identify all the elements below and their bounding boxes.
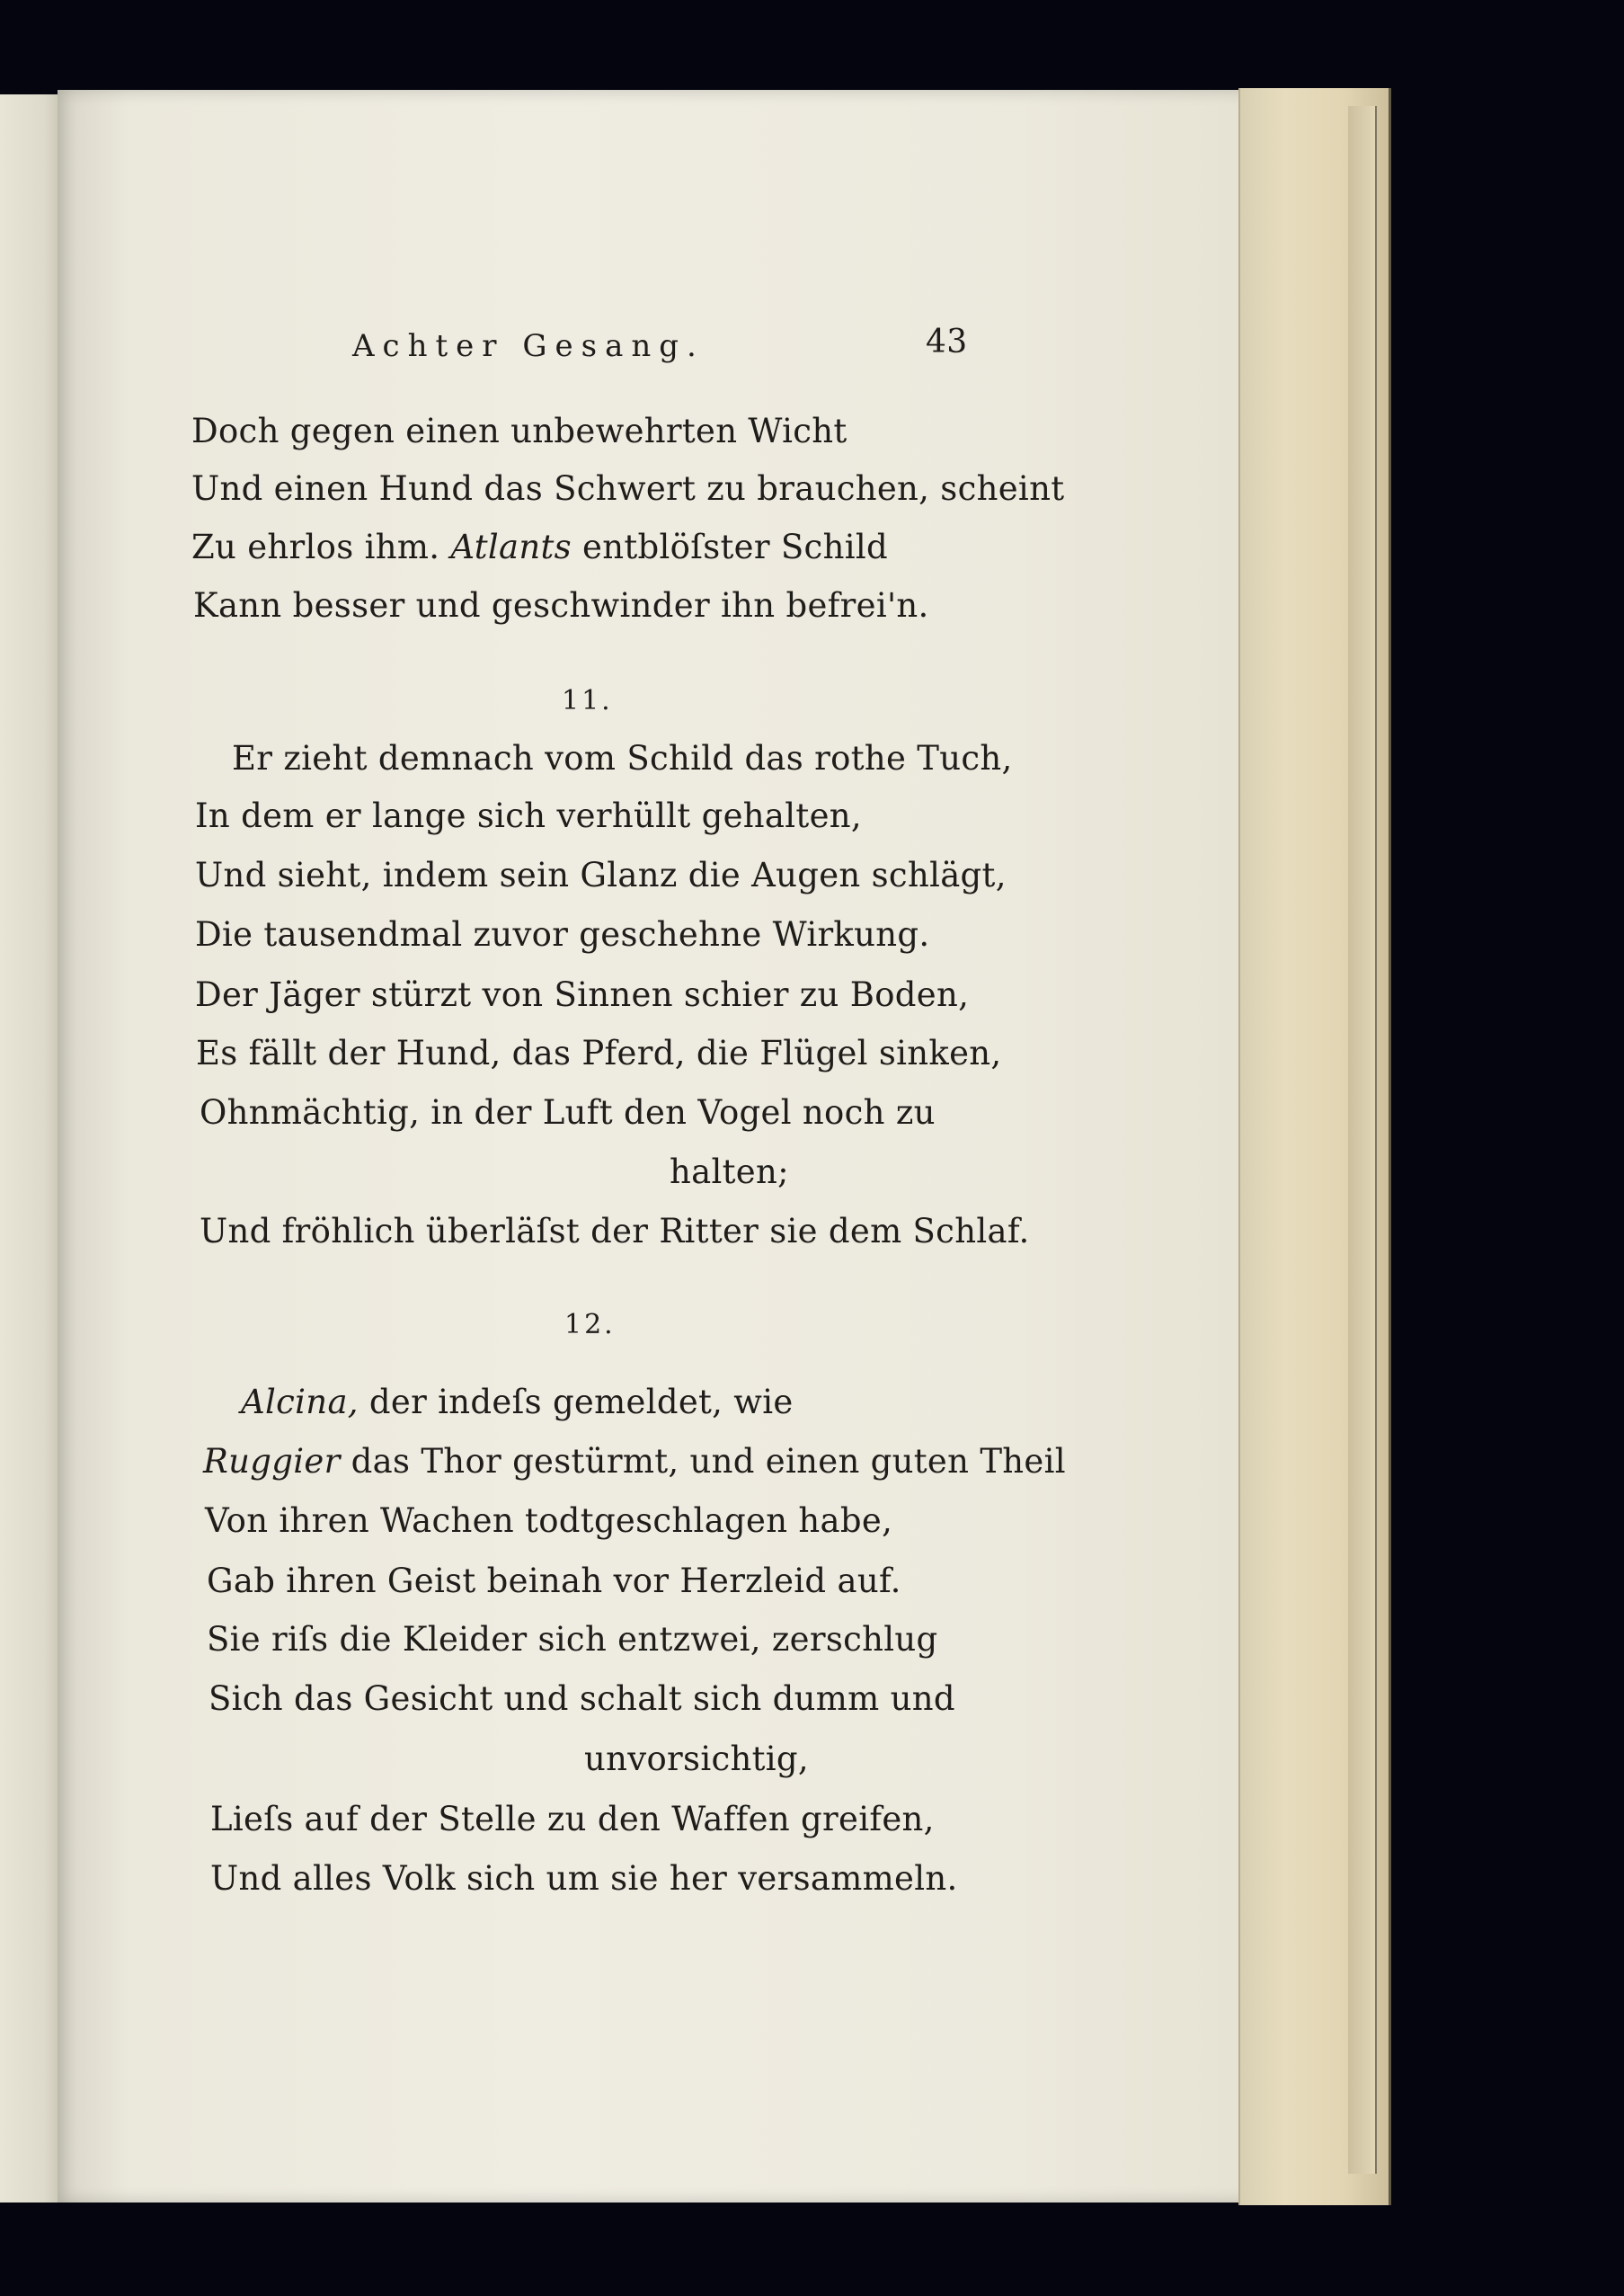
verse-line: Und einen Hund das Schwert zu brauchen, scheint: [191, 469, 1065, 508]
verse-text: Zu ehrlos ihm.: [191, 528, 451, 566]
verse-text: das Thor gestürmt, und einen guten Theil: [340, 1442, 1066, 1481]
verse-line: [191, 528, 888, 566]
verse-name-italic: Alcina,: [241, 1383, 359, 1421]
verse-line: Kann besser und geschwinder ihn befrei'n.: [193, 586, 929, 625]
page-number: 43: [926, 324, 968, 360]
verse-text: der indeſs gemeldet, wie: [358, 1383, 794, 1421]
verse-line: Und fröhlich überläſst der Ritter sie dem Schlaf.: [200, 1212, 1030, 1250]
verse-line: [203, 1442, 1066, 1481]
running-head: Achter Gesang.: [352, 328, 705, 364]
verse-line: Er zieht demnach vom Schild das rothe Tuch,: [232, 739, 1013, 778]
verse-line: Doch gegen einen unbewehrten Wicht: [191, 412, 847, 450]
previous-page-edge: [0, 94, 65, 2203]
stanza-number: 11.: [562, 685, 613, 716]
stanza-number: 12.: [564, 1309, 616, 1340]
verse-line-continuation: halten;: [670, 1152, 789, 1191]
verse-line-continuation: unvorsichtig,: [584, 1740, 809, 1778]
verse-line: In dem er lange sich verhüllt gehalten,: [195, 796, 862, 835]
verse-line: Lieſs auf der Stelle zu den Waffen greifen,: [210, 1800, 935, 1838]
verse-line: Es fällt der Hund, das Pferd, die Flügel sinken,: [196, 1034, 1002, 1072]
verse-text: entblöſster Schild: [571, 528, 888, 566]
verse-line: Von ihren Wachen todtgeschlagen habe,: [205, 1501, 893, 1540]
verse-line: Und sieht, indem sein Glanz die Augen schlägt,: [195, 856, 1007, 894]
verse-name-italic: Atlants: [450, 528, 572, 566]
verse-line: [241, 1383, 794, 1421]
verse-line: Sie riſs die Kleider sich entzwei, zerschlug: [207, 1620, 938, 1659]
verse-line: Sich das Gesicht und schalt sich dumm und: [209, 1679, 955, 1718]
verse-line: Die tausendmal zuvor geschehne Wirkung.: [195, 915, 930, 954]
verse-line: Ohnmächtig, in der Luft den Vogel noch zu: [200, 1093, 936, 1132]
verse-line: Gab ihren Geist beinah vor Herzleid auf.: [207, 1562, 901, 1600]
verse-line: Der Jäger stürzt von Sinnen schier zu Boden,: [195, 975, 970, 1014]
page-deckle-edge-inner: [1348, 106, 1377, 2174]
verse-name-italic: Ruggier: [203, 1442, 341, 1481]
verse-line: Und alles Volk sich um sie her versammeln.: [210, 1859, 958, 1898]
